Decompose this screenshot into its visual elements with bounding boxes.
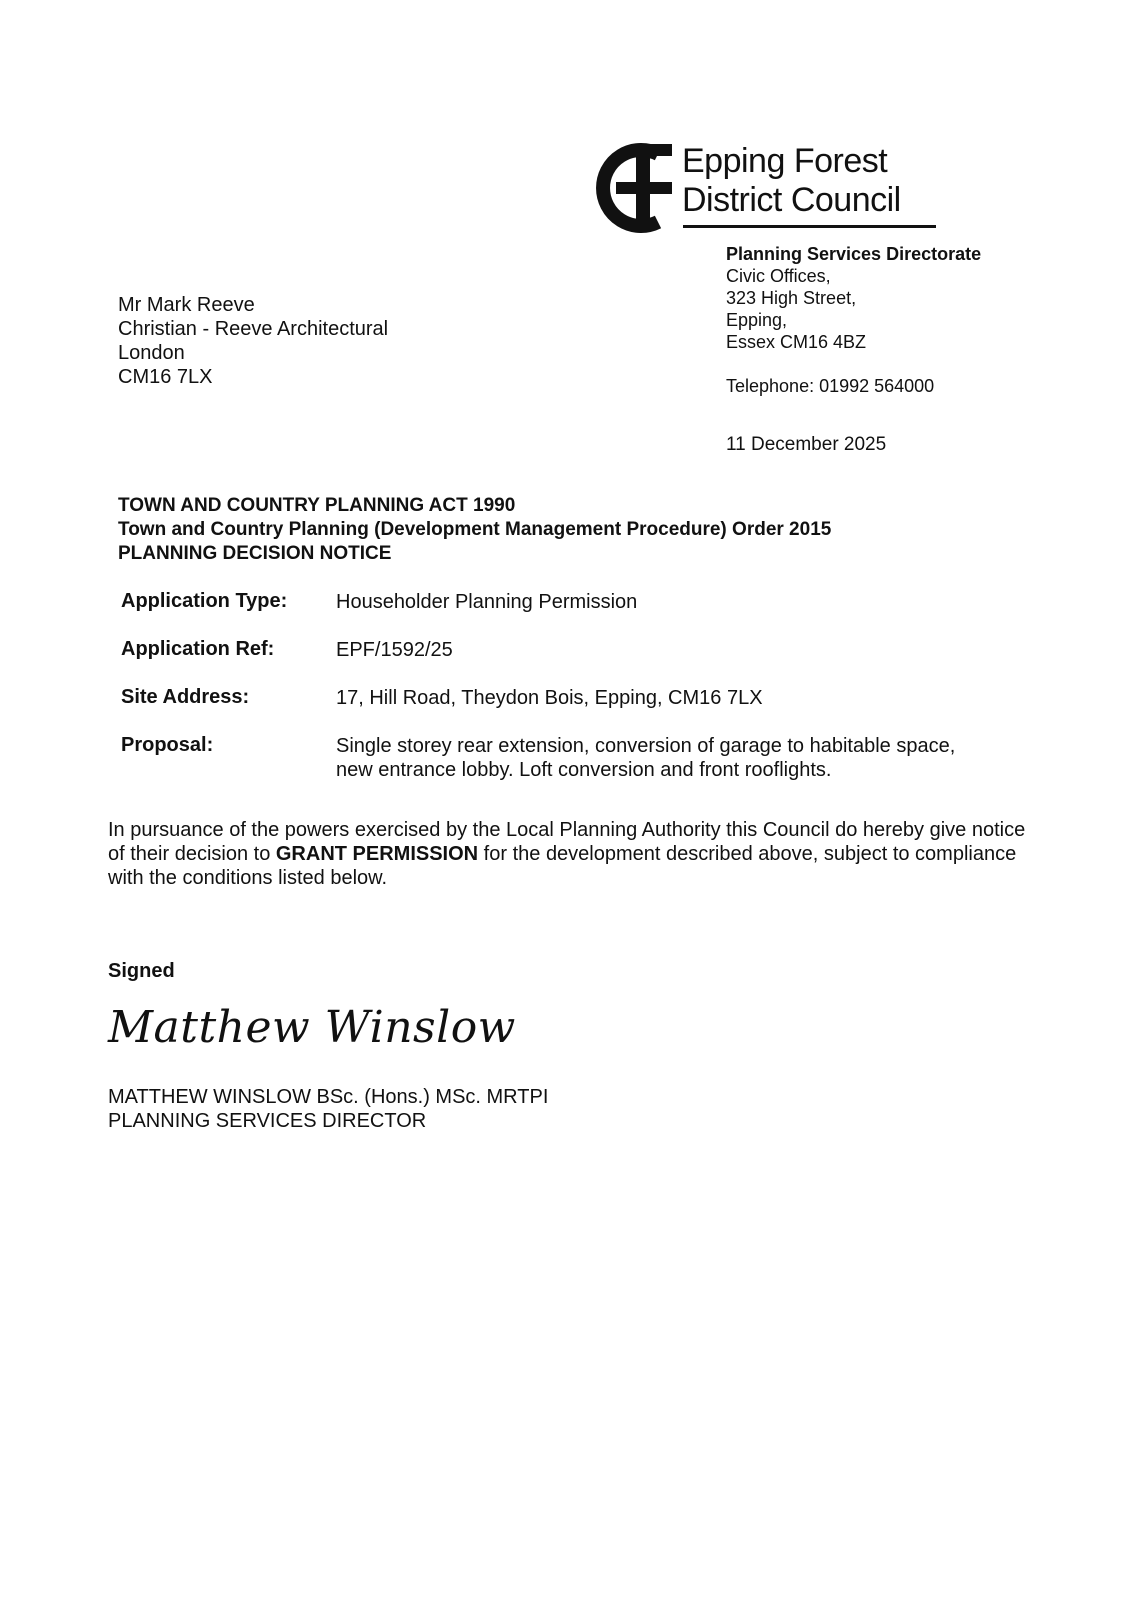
- efdc-logo-mark-icon: [596, 140, 676, 236]
- decision-text-after: for the development described above, subject to compliance with the conditions listed below.: [108, 843, 1017, 889]
- signed-label: Signed: [108, 960, 175, 982]
- logo-text-line1: Epping Forest: [682, 142, 888, 180]
- notice-headings: [118, 494, 831, 566]
- recipient-line: London: [118, 342, 185, 364]
- logo-text-line2: District Council: [682, 181, 901, 219]
- recipient-address: [118, 293, 388, 389]
- address-line: Essex CM16 4BZ: [726, 332, 867, 352]
- application-type-label: Application Type:: [121, 590, 288, 612]
- handwritten-signature: Matthew Winslow: [108, 1002, 516, 1053]
- act-heading: TOWN AND COUNTRY PLANNING ACT 1990: [118, 495, 516, 516]
- proposal-label: Proposal:: [121, 734, 214, 756]
- signatory-title: PLANNING SERVICES DIRECTOR: [108, 1110, 427, 1132]
- letter-date: 11 December 2025: [726, 434, 887, 455]
- logo-underline: [683, 225, 936, 228]
- council-telephone: Telephone: 01992 564000: [726, 376, 935, 396]
- site-address-value: 17, Hill Road, Theydon Bois, Epping, CM16 7LX: [336, 687, 763, 709]
- application-ref-label: Application Ref:: [121, 638, 275, 660]
- decision-outcome: GRANT PERMISSION: [275, 843, 479, 865]
- application-ref-value: EPF/1592/25: [336, 639, 453, 661]
- proposal-line: Single storey rear extension, conversion of garage to habitable space,: [336, 735, 956, 757]
- recipient-line: Mr Mark Reeve: [118, 294, 255, 316]
- council-address-block: [726, 243, 981, 353]
- address-line: Epping,: [726, 310, 788, 330]
- council-logo: [596, 140, 946, 236]
- order-heading: Town and Country Planning (Development Management Procedure) Order 2015: [118, 519, 832, 540]
- proposal-value: [336, 734, 1016, 782]
- recipient-line: CM16 7LX: [118, 366, 213, 388]
- decision-text-before: In pursuance of the powers exercised by the Local Planning Authority this Council do hereby give notice of their decision to: [108, 819, 1026, 865]
- directorate-name: Planning Services Directorate: [726, 244, 982, 264]
- recipient-line: Christian - Reeve Architectural: [118, 318, 389, 340]
- address-line: Civic Offices,: [726, 266, 831, 286]
- signatory-name: MATTHEW WINSLOW BSc. (Hons.) MSc. MRTPI: [108, 1086, 549, 1108]
- proposal-line: new entrance lobby. Loft conversion and front rooflights.: [336, 759, 832, 781]
- address-line: 323 High Street,: [726, 288, 857, 308]
- site-address-label: Site Address:: [121, 686, 250, 708]
- decision-paragraph: [108, 818, 1028, 890]
- application-type-value: Householder Planning Permission: [336, 591, 638, 613]
- notice-heading: PLANNING DECISION NOTICE: [118, 543, 392, 564]
- signatory-block: [108, 1085, 548, 1133]
